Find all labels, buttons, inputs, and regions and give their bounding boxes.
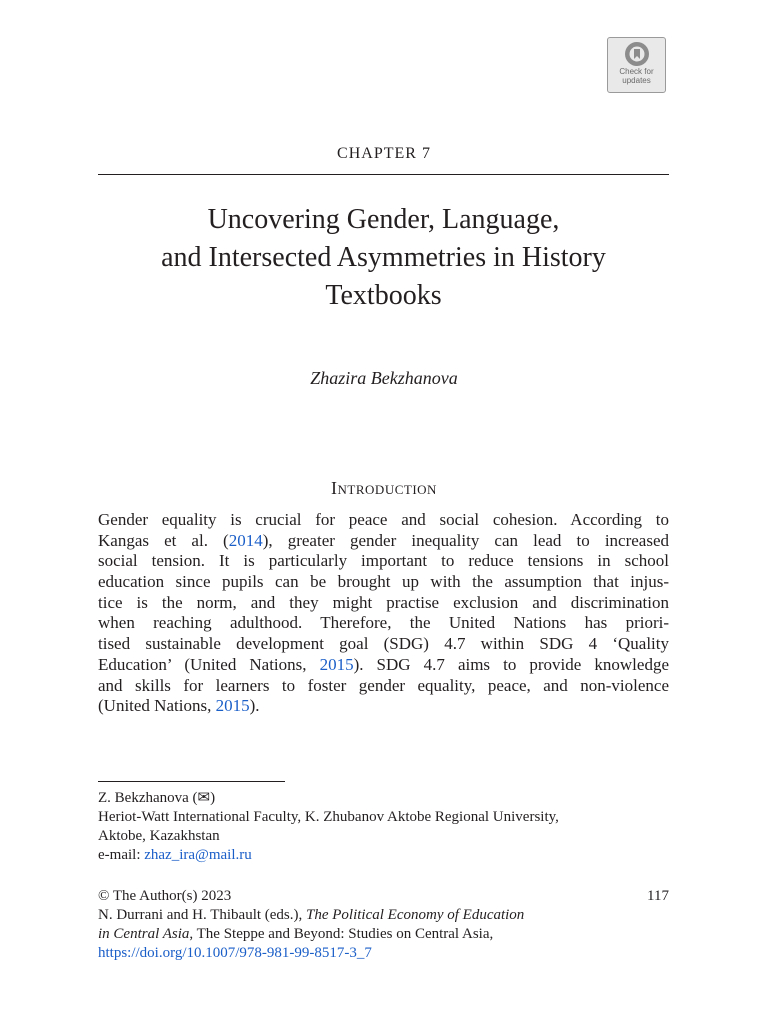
paragraph-line: [98, 655, 669, 676]
citation-link-2014[interactable]: 2014: [228, 530, 263, 550]
chapter-label: CHAPTER 7: [337, 145, 431, 162]
footnote-divider: [98, 781, 285, 782]
author-name: Zhazira Bekzhanova: [310, 368, 458, 388]
citation-line: [98, 906, 669, 925]
citation-editors: N. Durrani and H. Thibault (eds.),: [98, 907, 307, 923]
check-for-updates-badge[interactable]: [607, 37, 666, 93]
intro-paragraph: [98, 510, 669, 717]
text-run: ). SDG 4.7 aims to provide knowledge: [353, 654, 669, 674]
paragraph-line: education since pupils can be brought up with the assumption that injus-: [98, 572, 669, 592]
badge-label-line2: updates: [622, 76, 651, 85]
paragraph-line: tice is the norm, and they might practise exclusion and discrimination: [98, 592, 669, 612]
title-line: and Intersected Asymmetries in History: [161, 242, 606, 273]
affiliation-location: Aktobe, Kazakhstan: [98, 828, 220, 844]
page-number: 117: [647, 888, 669, 904]
paragraph-line: social tension. It is particularly important to reduce tensions in school: [98, 551, 669, 571]
email-link[interactable]: zhaz_ira@mail.ru: [144, 847, 252, 863]
section-heading: Introduction: [331, 478, 437, 498]
title-line: Textbooks: [325, 280, 442, 311]
text-run: ), greater gender inequality can lead to increased: [262, 530, 670, 550]
email-label: e-mail:: [98, 847, 145, 863]
text-run: Kangas et al. (: [98, 530, 229, 550]
citation-link-2015[interactable]: 2015: [215, 696, 250, 716]
doi-line: [98, 944, 669, 963]
affiliation-institution: Heriot-Watt International Faculty, K. Zhubanov Aktobe Regional University,: [98, 809, 559, 825]
affiliation-email-line: [98, 846, 669, 865]
paragraph-line: [98, 531, 669, 552]
author-affiliation: [98, 789, 669, 865]
text-run: (United Nations,: [98, 696, 216, 716]
copyright-line: © The Author(s) 2023: [98, 888, 232, 904]
paragraph-line: tised sustainable development goal (SDG) 4.7 within SDG 4 ‘Quality: [98, 634, 669, 654]
paragraph-line: when reaching adulthood. Therefore, the United Nations has priori-: [98, 613, 669, 633]
citation-link-2015[interactable]: 2015: [319, 654, 354, 674]
citation-line: [98, 925, 669, 944]
book-title: in Central Asia: [98, 926, 190, 942]
chapter-title: [98, 201, 669, 315]
copyright-block: [98, 887, 669, 963]
text-run: Education’ (United Nations,: [98, 654, 320, 674]
crossmark-icon: [624, 41, 650, 67]
paragraph-line: Gender equality is crucial for peace and social cohesion. According to: [98, 510, 669, 529]
text-run: ).: [249, 696, 260, 716]
book-title: The Political Economy of Education: [306, 907, 525, 923]
doi-link[interactable]: https://doi.org/10.1007/978-981-99-8517-3_7: [98, 945, 372, 961]
series-title: , The Steppe and Beyond: Studies on Central Asia,: [189, 926, 494, 942]
title-line: Uncovering Gender, Language,: [207, 204, 560, 235]
paragraph-line: and skills for learners to foster gender equality, peace, and non-violence: [98, 675, 669, 695]
badge-label-line1: Check for: [619, 67, 654, 76]
paragraph-line: [98, 696, 669, 717]
affiliation-name: Z. Bekzhanova (✉): [98, 790, 216, 806]
header-divider: [98, 174, 669, 175]
